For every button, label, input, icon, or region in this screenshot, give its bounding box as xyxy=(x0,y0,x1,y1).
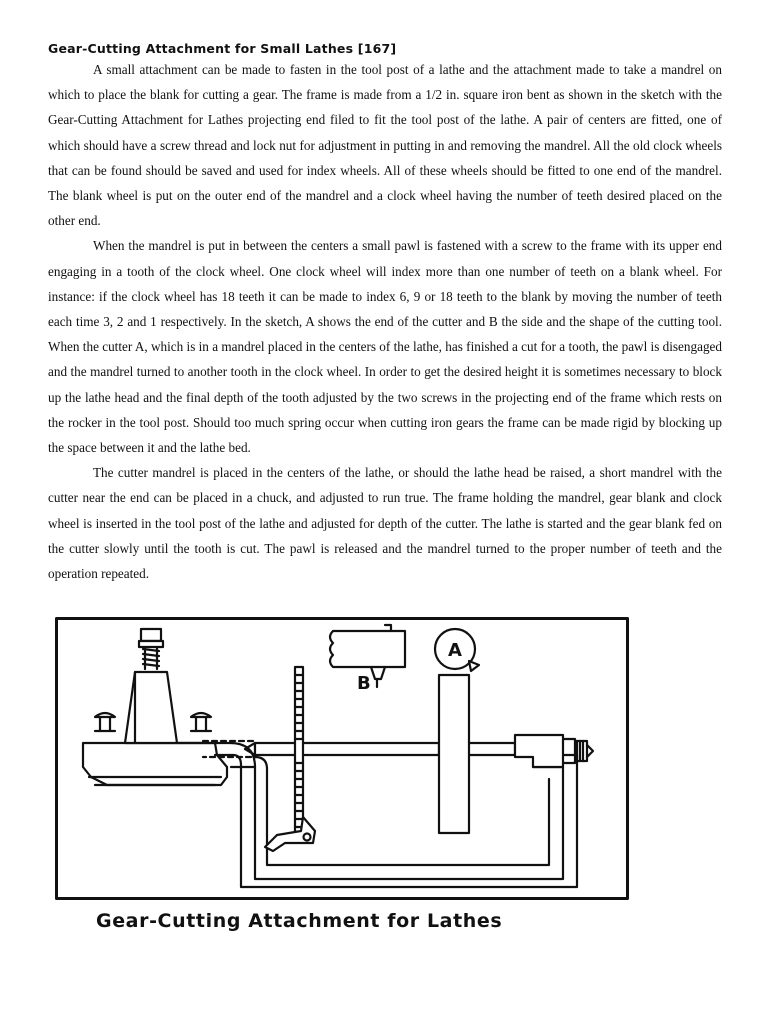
document-title: Gear-Cutting Attachment for Small Lathes [167] xyxy=(48,41,397,56)
paragraph-2: When the mandrel is put in between the centers a small pawl is fastened with a screw to the frame with its upper end engaging in a tooth of the clock wheel. One clock wheel will index more than one number of teeth on a blank wheel. For instance: if the clock wheel has 18 teeth it can be made to index 6, 9 or 18 teeth to the blank by moving the number of teeth each time 3, 2 and 1 respectively. In the sketch, A shows the end of the cutter and B the side and the shape of the cutting tool. When the cutter A, which is in a mandrel placed in the centers of the lathe, has finished a cut for a tooth, the pawl is disengaged and the mandrel turned to another tooth in the clock wheel. In order to get the desired height it is sometimes necessary to block up the lathe head and the final depth of the tooth adjusted by the two screws in the projecting end of the frame which rests on the rocker in the tool post. Should too much spring occur when cutting iron gears the frame can be made rigid by blocking up the space between it and the lathe bed. xyxy=(48,238,722,456)
label-b: B xyxy=(357,673,371,694)
document-body xyxy=(48,57,722,586)
paragraph-3: The cutter mandrel is placed in the centers of the lathe, or should the lathe head be raised, a short mandrel with the cutter near the end can be placed in a chuck, and adjusted to run true. The frame holding the mandrel, gear blank and clock wheel is inserted in the tool post of the lathe and adjusted for depth of the cutter. The lathe is started and the gear blank fed on the cutter slowly until the tooth is cut. The pawl is released and the mandrel turned to the proper number of teeth and the operation repeated. xyxy=(48,465,722,582)
label-a: A xyxy=(448,640,462,661)
pawl xyxy=(265,817,315,851)
paragraph-1: A small attachment can be made to fasten in the tool post of a lathe and the attachment made to take a mandrel on which to place the blank for cutting a gear. The frame is made from a 1/2 in. square iron bent as shown in the sketch with the Gear-Cutting Attachment for Lathes projecting end filed to fit the tool post of the lathe. A pair of centers are fitted, one of which should have a screw thread and lock nut for adjustment in putting in and removing the mandrel. All the old clock wheels that can be found should be saved and used for index wheels. All of these wheels should be fitted to one end of the mandrel. The blank wheel is put on the outer end of the mandrel and a clock wheel having the number of teeth desired placed on the other end. xyxy=(48,62,722,229)
mandrel xyxy=(245,743,439,755)
tool-post-base xyxy=(83,743,227,785)
gear-cutting-attachment-sketch xyxy=(55,617,629,900)
bent-iron-frame xyxy=(177,743,577,887)
figure-caption: Gear-Cutting Attachment for Lathes xyxy=(96,910,503,932)
adjustable-center xyxy=(515,735,593,767)
tool-post-column xyxy=(125,672,177,743)
clock-wheel xyxy=(295,667,303,837)
tool-post-screw xyxy=(139,629,163,669)
gear-blank xyxy=(439,675,515,833)
